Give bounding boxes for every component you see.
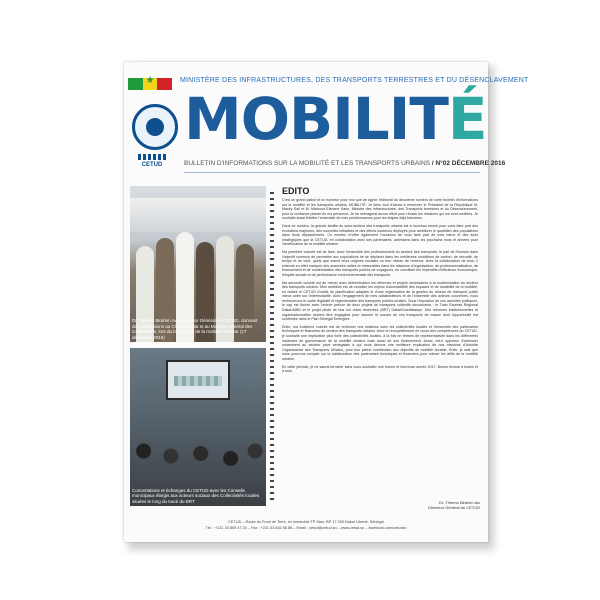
subtitle-text: BULLETIN D'INFORMATIONS SUR LA MOBILITÉ ET LES TRANSPORTS URBAINS: [184, 160, 431, 167]
seal-icon: [132, 104, 178, 150]
senegal-flag-icon: [128, 78, 172, 90]
issue-number: / N°02 DÉCEMBRE 2016: [431, 160, 506, 167]
edito-signature: [404, 500, 480, 510]
edito-paragraph: En cette période, je ne saurai terminer sans vous souhaiter une bonne et heureuse année 2017. Bonne lecture à toutes et à tous.: [282, 364, 478, 374]
header-divider: [184, 172, 480, 173]
bulletin-subtitle: [184, 160, 505, 167]
logo-text: CETUD: [141, 162, 163, 168]
logo-bars-icon: [138, 154, 166, 160]
edito-paragraph: Dans ce numéro, la grande famille du sous-secteur des transports urbains est à nouveau réunie pour vous faire part des évolutions majeures, des nouvelles initiatives et des efforts soutenus déployés pour améliorer le quotidien des populations dans leurs déplacements. Ce numéro m'offre également l'occasion de vous faire part de mes vœux et des axes stratégiques que le CETUD, en collaboration avec ses partenaires, adressera dans les prochains mois et années pour l'amélioration de la mobilité urbaine.: [282, 223, 478, 247]
cetud-logo: [132, 104, 178, 176]
photo1-caption: Dr. Thierno Birahim Aw, Directeur Général du CETUD, donnant des explications au Chef de l'État et au Ministre Général des Collectivités, lors du lancement de la mobilité à Dakar (17 décembre 2016): [132, 318, 258, 340]
title-last-letter: É: [447, 85, 487, 153]
projection-screen: [166, 360, 230, 400]
edito-body: [282, 198, 478, 377]
photo-officials-visit: [130, 186, 266, 342]
footer-contact: [124, 520, 488, 531]
photo2-caption: Concertations et échanges du CETUD avec les Conseils municipaux élargis aux acteurs sociaux des Collectivités locales situées le long du tracé du BRT: [132, 487, 260, 504]
edito-paragraph: Enfin, ma troisième volonté est de renforcer nos relations avec les collectivités locales et l'ensemble des partenaires techniques et financiers du secteur des transports urbains. Avec le renouvellement en cours des compétences du CETUD, je souhaite une implication plus forte des collectivités locales, à la fois en termes de représentativité dans les différentes instances de gouvernance de la mobilité urbaine mais aussi de son financement. Aussi, est-il opportun d'adresser notamment au secteur privé sénégalais à qui nous devons une meilleure explication de nos missions d'Autorité Organisatrice des Transports Urbains, pour leur pleine contribution aux objectifs de mobilité durable. Enfin, je sais que nous pourrons compter sur la collaboration des partenaires techniques et financiers pour relever les défis de la mobilité urbaine.: [282, 324, 478, 361]
edito-heading: EDITO: [282, 186, 310, 196]
signature-name: Dr. Thierno Birahim Aw: [439, 500, 480, 505]
binding-spiral: [270, 192, 274, 502]
signature-title: Directeur Général du CETUD: [427, 505, 480, 510]
footer-address: CETUD – Route du Front de Terre, ex immeuble TP Sam, BP 17 265 Dakar Liberté, Sénégal: [228, 520, 384, 524]
photo-meeting: [130, 348, 266, 506]
bulletin-title: [184, 84, 487, 154]
edito-paragraph: Ma seconde volonté est de mener avec détermination les réformes et projets nécessaires à la modernisation du secteur des transports urbains. Mon ambition est de concilier les enjeux d'accessibilité des espaces et de durabilité de la mobilité, en dotant le CETUD d'outils de planification adaptés et d'une organisation de la gestion du réseau de transport public mieux axée sur l'intermodalité. Avec l'engagement de mes collaborateurs et de l'ensemble des acteurs concernés, nous renforcerons le cadre législatif et réglementaire des transports publics urbains. Sous l'impulsion de nos autorités politiques, le cap est donné avec l'entrée prévue de deux projets de transports collectifs structurants : le Train Express Régional Dakar/AIBD et le projet pilote de bus sur voies réservées (BRT) Dakar/Guédiawaye. Des réformes institutionnelles et organisationnelles doivent être engagées pour assurer le succès de ces transports de masse dont l'opportunité est confirmée dans le Plan Sénégal Emergent.: [282, 280, 478, 322]
ministry-name: MINISTÈRE DES INFRASTRUCTURES, DES TRANSPORTS TERRESTRES ET DU DÉSENCLAVEMENT: [180, 77, 529, 84]
title-main: MOBILIT: [184, 85, 448, 153]
bulletin-cover: [124, 62, 529, 542]
edito-paragraph: C'est un grand plaisir et un honneur pour moi que de signer l'éditorial du deuxième numéro de votre bulletin d'informations sur la mobilité et les transports urbains, MOBILITÉ. Je tiens tout d'abord à remercier le Président de la République M. Macky Sall et M. Mansour Elimane Kane, Ministre des Infrastructures, des Transports terrestres et du Désenclavement, pour la confiance placée en ma personne. Je ne ménagerai aucun effort pour réussir les missions qui me sont confiées. Je souhaite aussi féliciter l'ensemble de mes prédécesseurs pour les étapes déjà franchies.: [282, 198, 478, 221]
edito-paragraph: Ma première volonté est de faire, avec l'ensemble des professionnels du secteur des transports, le pari de l'humain dans l'objectif commun de permettre aux populations de se déplacer dans les meilleures conditions de confort, de sécurité, de temps et de coût, quels que soient leurs origines sociales ou leur niveau de revenus. Avec la collaboration de tous, il entends en effet marquer des avancées nettes et mesurables dans les missions d'organisation, de professionnalisation, de financement et de modernisation des transports publics de voyageurs, en conciliant les impératifs d'efficience économique, d'équité sociale et de performance environnementale des transports.: [282, 249, 478, 277]
footer-contacts: Tél. : +221 33 859 47 20 – Fax : +221 33 832 56 86 – Email : cetud@cetud.sn – www.cetud.sn – facebook.com/cetudsn: [205, 525, 407, 530]
